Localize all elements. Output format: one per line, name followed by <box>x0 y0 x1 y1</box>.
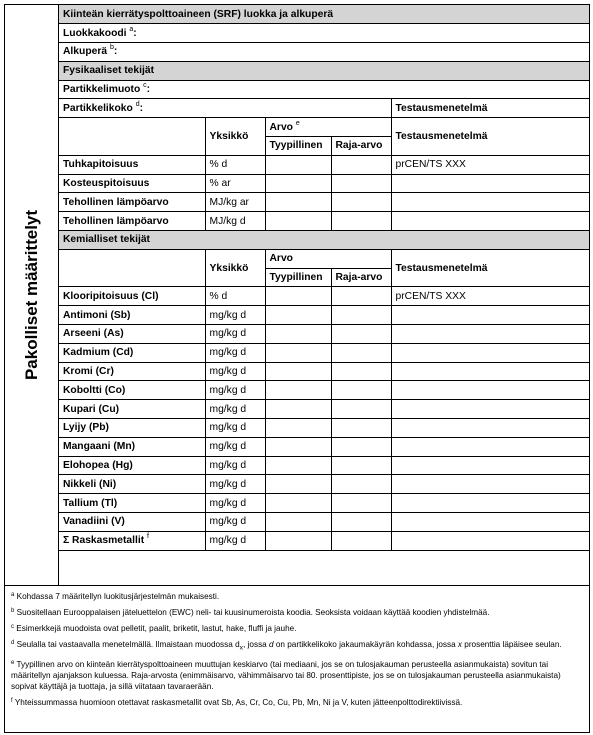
typical-value-cell <box>265 456 331 475</box>
typical-value-cell <box>265 494 331 513</box>
limit-value-cell <box>331 193 391 212</box>
test-method-cell <box>391 193 589 212</box>
parameter-label: Kosteuspitoisuus <box>63 178 150 190</box>
table-row <box>59 343 589 362</box>
col-value-header <box>265 118 391 137</box>
parameter-label: Tehollinen lämpöarvo <box>63 215 169 227</box>
footnote-text: , jossa <box>243 640 270 649</box>
class-code-row: Luokkakoodi $^a$: <box>59 24 589 43</box>
particle-size-method: Testausmenetelmä <box>391 99 589 118</box>
parameter-name <box>59 475 205 494</box>
unit-cell: mg/kg d <box>205 494 265 513</box>
table-row <box>59 193 589 212</box>
limit-value-cell <box>331 325 391 344</box>
parameter-name <box>59 193 205 212</box>
unit-cell: mg/kg d <box>205 531 265 550</box>
limit-value-cell <box>331 306 391 325</box>
table-row <box>59 287 589 306</box>
typical-value-cell <box>265 174 331 193</box>
col-value-header: Arvo <box>265 249 391 268</box>
unit-cell: mg/kg d <box>205 513 265 532</box>
parameter-name <box>59 343 205 362</box>
footnote-mark: e <box>11 659 15 666</box>
side-label: Pakolliset määrittelyt <box>22 209 41 381</box>
parameter-name <box>59 287 205 306</box>
table-row <box>59 456 589 475</box>
test-method-cell <box>391 400 589 419</box>
limit-value-cell <box>331 155 391 174</box>
unit-cell: MJ/kg d <box>205 212 265 231</box>
col-method-header: Testausmenetelmä <box>391 118 589 156</box>
class-code-label: Luokkakoodi <box>63 27 127 39</box>
col-method-header: Testausmenetelmä <box>391 249 589 287</box>
parameter-label: Koboltti (Co) <box>63 384 126 396</box>
parameter-name <box>59 306 205 325</box>
test-method-cell <box>391 513 589 532</box>
parameter-label: Elohopea (Hg) <box>63 460 133 472</box>
spec-form-frame <box>4 4 590 733</box>
table-row <box>59 475 589 494</box>
unit-cell: mg/kg d <box>205 437 265 456</box>
footnotes <box>5 585 589 713</box>
typical-value-cell <box>265 287 331 306</box>
origin-row: Alkuperä $^b$: <box>59 43 589 62</box>
srf-class-header: Kiinteän kierrätyspolttoaineen (SRF) luokka ja alkuperä <box>59 5 589 24</box>
footnote-mark: a <box>11 592 15 598</box>
footnote-text: on partikkelikoko jakaumakäyrän kohdassa, jossa <box>273 640 458 649</box>
test-method-cell <box>391 306 589 325</box>
table-row <box>59 419 589 438</box>
typical-value-cell <box>265 325 331 344</box>
parameter-name <box>59 456 205 475</box>
table-row <box>59 362 589 381</box>
footnote-mark: d <box>135 100 140 108</box>
limit-value-cell <box>331 174 391 193</box>
footnote-item <box>11 591 583 602</box>
test-method-cell <box>391 456 589 475</box>
table-row <box>59 306 589 325</box>
limit-value-cell <box>331 494 391 513</box>
typical-value-cell <box>265 419 331 438</box>
parameter-label: Lyijy (Pb) <box>63 422 109 434</box>
parameter-name <box>59 155 205 174</box>
parameter-label: Tehollinen lämpöarvo <box>63 196 169 208</box>
test-method-cell: prCEN/TS XXX <box>391 155 589 174</box>
footnote-mark: f <box>11 697 13 704</box>
parameter-name <box>59 494 205 513</box>
parameter-name <box>59 419 205 438</box>
unit-cell: mg/kg d <box>205 362 265 381</box>
parameter-name <box>59 531 205 550</box>
col-typical-header: Tyypillinen <box>265 137 331 156</box>
table-row <box>59 531 589 550</box>
limit-value-cell <box>331 381 391 400</box>
blank-header-cell <box>59 249 205 287</box>
table-row <box>59 400 589 419</box>
limit-value-cell <box>331 456 391 475</box>
footnote-mark: f <box>147 533 149 541</box>
footnote-text: Kohdassa 7 määritellyn luokitusjärjestelmän mukaisesti. <box>16 592 220 601</box>
footnote-item <box>11 623 583 634</box>
footnote-item <box>11 697 583 708</box>
parameter-label: Nikkeli (Ni) <box>63 478 117 490</box>
test-method-cell: prCEN/TS XXX <box>391 287 589 306</box>
footnote-item <box>11 659 583 692</box>
parameter-label: Tuhkapitoisuus <box>63 159 139 171</box>
parameter-label: Antimoni (Sb) <box>63 309 131 321</box>
parameter-name <box>59 174 205 193</box>
test-method-cell <box>391 362 589 381</box>
unit-cell: mg/kg d <box>205 456 265 475</box>
footnote-mark: d <box>11 640 15 646</box>
unit-cell: mg/kg d <box>205 475 265 494</box>
typical-value-cell <box>265 193 331 212</box>
parameter-name <box>59 212 205 231</box>
col-unit-header: Yksikkö <box>205 249 265 287</box>
typical-value-cell <box>265 475 331 494</box>
footnote-mark: a <box>129 25 134 33</box>
footnote-text: Yhteissummassa huomioon otettavat raskasmetallit ovat Sb, As, Cr, Co, Cu, Pb, Mn, Ni ja V, kuten jätteenpolttodirektiivissä. <box>14 697 463 707</box>
test-method-cell <box>391 325 589 344</box>
footnote-text: d <box>269 640 274 649</box>
limit-value-cell <box>331 400 391 419</box>
parameter-label: Klooripitoisuus (Cl) <box>63 290 159 302</box>
footnote-mark: e <box>295 119 300 127</box>
footnote-text: Suositellaan Eurooppalaisen jäteluettelon (EWC) neli- tai kuusinumeroista koodia. Seoksista voidaan käyttää koodien yhdistelmää. <box>16 608 490 617</box>
table-row <box>59 212 589 231</box>
test-method-cell <box>391 343 589 362</box>
test-method-cell <box>391 381 589 400</box>
parameter-name <box>59 437 205 456</box>
unit-cell: mg/kg d <box>205 381 265 400</box>
table-row <box>59 494 589 513</box>
typical-value-cell <box>265 513 331 532</box>
test-method-cell <box>391 531 589 550</box>
test-method-cell <box>391 419 589 438</box>
typical-value-cell <box>265 362 331 381</box>
limit-value-cell <box>331 437 391 456</box>
col-typical-header: Tyypillinen <box>265 268 331 287</box>
footnote-text: Esimerkkejä muodoista ovat pelletit, paalit, briketit, lastut, hake, fluffi ja jauhe. <box>16 624 297 633</box>
test-method-cell <box>391 212 589 231</box>
typical-value-cell <box>265 155 331 174</box>
col-unit-header: Yksikkö <box>205 118 265 156</box>
unit-cell: MJ/kg ar <box>205 193 265 212</box>
test-method-cell <box>391 475 589 494</box>
unit-cell: % d <box>205 155 265 174</box>
parameter-label: Vanadiini (V) <box>63 516 125 528</box>
parameter-label: Tallium (Tl) <box>63 497 118 509</box>
footnote-mark: c <box>143 82 147 90</box>
typical-value-cell <box>265 437 331 456</box>
limit-value-cell <box>331 419 391 438</box>
side-label-cell <box>5 5 59 585</box>
limit-value-cell <box>331 343 391 362</box>
limit-value-cell <box>331 362 391 381</box>
footnote-mark: b <box>11 608 15 614</box>
typical-value-cell <box>265 381 331 400</box>
table-row <box>59 381 589 400</box>
particle-size-label: Partikkelikoko <box>63 102 133 114</box>
spec-table-wrap <box>59 5 589 551</box>
parameter-label: Kupari (Cu) <box>63 403 120 415</box>
test-method-cell <box>391 437 589 456</box>
typical-value-cell <box>265 400 331 419</box>
footnote-item <box>11 607 583 618</box>
footnote-text: x <box>457 640 462 649</box>
table-row <box>59 174 589 193</box>
table-row <box>59 325 589 344</box>
parameter-label: Σ Raskasmetallit <box>63 535 145 547</box>
typical-value-cell <box>265 531 331 550</box>
origin-label: Alkuperä <box>63 46 108 58</box>
parameter-name <box>59 381 205 400</box>
unit-cell: % ar <box>205 174 265 193</box>
unit-cell: mg/kg d <box>205 343 265 362</box>
footnote-mark: b <box>109 44 114 52</box>
limit-value-cell <box>331 287 391 306</box>
spec-table <box>59 5 589 551</box>
parameter-label: Arseeni (As) <box>63 328 124 340</box>
typical-value-cell <box>265 212 331 231</box>
blank-header-cell <box>59 118 205 156</box>
typical-value-cell <box>265 306 331 325</box>
parameter-name <box>59 400 205 419</box>
footnote-text: Tyypillinen arvo on kiinteän kierrätyspolttoaineen muuttujan keskiarvo (tai mediaani, jos se on tulosjakauman perusteella asianmukaista) sovitun tai määritellyn ajanjakson kuluessa. Raja-arvosta (enimmäisarvo, vähimmäisarvo tai 80. prosenttipiste, jos se on tulosjakauman perusteella asianmukaista) sopivat käyttäjä ja tuottaja, ja sillä viitataan tavaraerään. <box>11 659 561 691</box>
physical-section-header: Fysikaaliset tekijät <box>59 61 589 80</box>
unit-cell: % d <box>205 287 265 306</box>
table-row <box>59 513 589 532</box>
limit-value-cell <box>331 531 391 550</box>
unit-cell: mg/kg d <box>205 419 265 438</box>
typical-value-cell <box>265 343 331 362</box>
test-method-cell <box>391 174 589 193</box>
particle-shape-label: Partikkelimuoto <box>63 84 141 96</box>
parameter-name <box>59 325 205 344</box>
unit-cell: mg/kg d <box>205 325 265 344</box>
limit-value-cell <box>331 513 391 532</box>
col-limit-header: Raja-arvo <box>331 137 391 156</box>
chemical-section-header: Kemialliset tekijät <box>59 231 589 250</box>
col-limit-header: Raja-arvo <box>331 268 391 287</box>
col-value-label: Arvo <box>269 121 293 133</box>
parameter-label: Kadmium (Cd) <box>63 347 134 359</box>
unit-cell: mg/kg d <box>205 306 265 325</box>
particle-size-row: Partikkelikoko $^d$: <box>59 99 391 118</box>
limit-value-cell <box>331 212 391 231</box>
particle-shape-row: Partikkelimuoto $^c$: <box>59 80 589 99</box>
table-row <box>59 437 589 456</box>
unit-cell: mg/kg d <box>205 400 265 419</box>
footnote-mark: c <box>11 624 14 630</box>
parameter-label: Kromi (Cr) <box>63 366 114 378</box>
parameter-name <box>59 513 205 532</box>
parameter-name <box>59 362 205 381</box>
table-row <box>59 155 589 174</box>
footnote-item <box>11 639 583 654</box>
footnote-text: Seulalla tai vastaavalla menetelmällä. Ilmaistaan muodossa d <box>16 640 240 649</box>
test-method-cell <box>391 494 589 513</box>
parameter-label: Mangaani (Mn) <box>63 441 136 453</box>
limit-value-cell <box>331 475 391 494</box>
footnote-text: prosenttia läpäisee seulan. <box>462 640 562 649</box>
footnote-subscript: x <box>239 644 244 652</box>
